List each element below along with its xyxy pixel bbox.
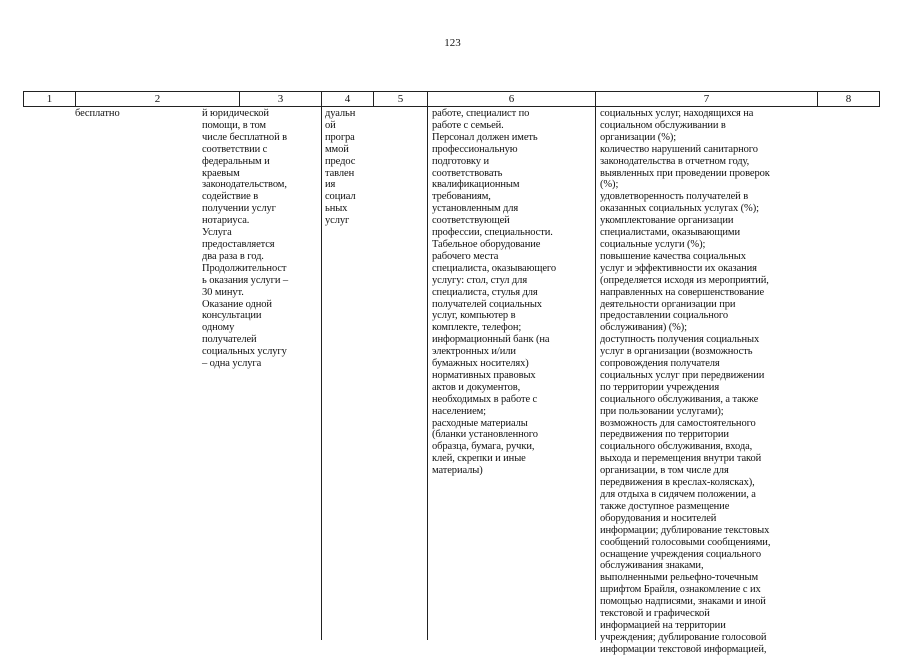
column-divider-3-4	[321, 107, 322, 640]
cell-col2-payment: бесплатно	[75, 108, 120, 119]
column-header-8: 8	[817, 91, 880, 107]
cell-col7-indicators: социальных услуг, находящихся на социальном обслуживании в организации (%); количество нарушений санитарного законодательства в отчетном году, выявленных при проведении проверок (%); удовлетворенность получателей в оказанных социальных услугах (%); укомплектование организации специалистами, оказывающими социальные услуги (%); повышение качества социальных услуг и эффективности их оказания (определяется исходя из мероприятий, направленных на совершенствование деятельности организации при предоставлении социального обслуживания) (%); доступность получения социальных услуг в организации (возможность сопровождения получателя социальных услуг при передвижении по территории учреждения социального обслуживания, а также при пользовании услугами); возможность для самостоятельного передвижения по территории социального обслуживания, входа, выхода и перемещения внутри такой организации, в том числе для передвижения в креслах-колясках), для отдыха в сидячем положении, а также доступное размещение оборудования и носителей информации; дублирование текстовых сообщений голосовыми сообщениями, оснащение учреждения социального обслуживания знаками, выполненными рельефно-точечным шрифтом Брайля, ознакомление с их помощью надписями, знаками и иной текстовой и графической информацией на территории учреждения; дублирование голосовой информации текстовой информацией,	[600, 108, 771, 655]
services-table	[23, 91, 880, 655]
column-divider-5-6	[427, 107, 428, 640]
column-header-2: 2	[75, 91, 239, 107]
column-header-5: 5	[373, 91, 427, 107]
cell-col4-program: дуальн ой програ ммой предос тавлен ия социал ьных услуг	[325, 108, 356, 227]
column-divider-6-7	[595, 107, 596, 640]
column-header-1: 1	[23, 91, 75, 107]
cell-col3-service-description: й юридической помощи, в том числе бесплатной в соответствии с федеральным и краевым законодательством, содействие в получении услуг нотариуса. Услуга предоставляется два раза в год. Продолжительност ь оказания услуги – 30 минут. Оказание одной консультации одному получателей социальных услугу – одна услуга	[202, 108, 289, 370]
cell-col6-conditions: работе, специалист по работе с семьей. Персонал должен иметь профессиональную подготовку и соответствовать квалификационным требованиям, установленным для соответствующей профессии, специальности. Табельное оборудование рабочего места специалиста, оказывающего услугу: стол, стул для специалиста, стулья для получателей социальных услуг, компьютер в комплекте, телефон; информационный банк (на электронных и/или бумажных носителях) нормативных правовых актов и документов, необходимых в работе с населением; расходные материалы (бланки установленного образца, бумага, ручки, клей, скрепки и иные материалы)	[432, 108, 556, 477]
column-header-3: 3	[239, 91, 321, 107]
page-number: 123	[444, 37, 461, 49]
column-header-4: 4	[321, 91, 373, 107]
column-header-6: 6	[427, 91, 595, 107]
column-header-7: 7	[595, 91, 817, 107]
